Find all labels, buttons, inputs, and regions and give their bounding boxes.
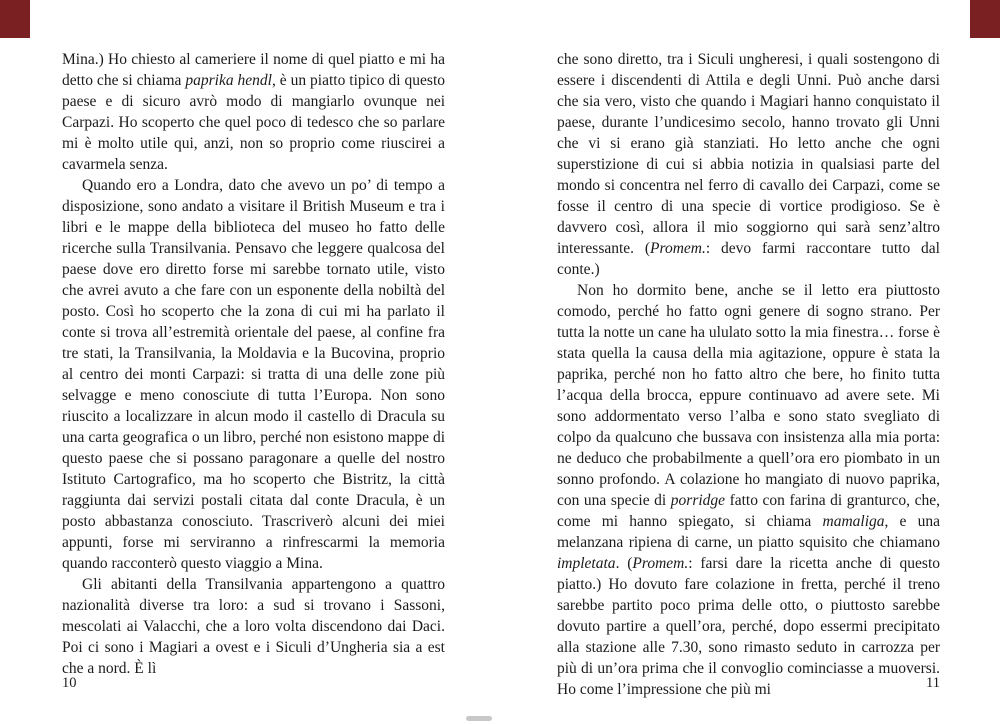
- italic-text-run: mamaliga: [822, 513, 885, 530]
- paragraph: [557, 280, 940, 700]
- text-run: Quando ero a Londra, dato che avevo un po’ di tempo a disposizione, sono andato a visitare il British Museum e tra i libri e le mappe della biblioteca del museo ho fatto delle ricerche sulla Transilvania. Pensavo che leggere qualcosa del paese dove ero diretto forse mi sarebbe tornato utile, visto che avrei avuto a che fare con un esponente della nobiltà del posto. Così ho scoperto che la zona di cui mi ha parlato il conte si trova all’estremità orientale del paese, al confine fra tre stati, la Transilvania, la Moldavia e la Bucovina, proprio al centro dei monti Carpazi: si tratta di una delle zone più selvagge e meno conosciute di tutta l’Europa. Non sono riuscito a localizzare in alcun modo il castello di Dracula su una carta geografica o un libro, perché non esistono mappe di questo paese che si possano paragonare a quelle del nostro Istituto Cartografico, ma ho scoperto che Bistritz, la città raggiunta dai servizi postali citata dal conte Dracula, è un posto abbastanza conosciuto. Trascriverò alcuni dei miei appunti, forse mi serviranno a rinfrescarmi la memoria quando racconterò questo viaggio a Mina.: [62, 177, 445, 572]
- left-page-text: [62, 49, 445, 679]
- text-run: , e una melanzana ripiena di carne, un piatto squisito che chiamano: [557, 513, 940, 551]
- text-run: . (: [615, 555, 633, 572]
- text-run: Gli abitanti della Transilvania appartengono a quattro nazionalità diverse tra loro: a sud si trovano i Sassoni, mescolati ai Valacchi, che a loro volta discendono dai Daci. Poi ci sono i Magiari a ovest e i Siculi d’Ungheria sia a est che a nord. È lì: [62, 576, 445, 677]
- paragraph: [62, 175, 445, 574]
- text-run: Non ho dormito bene, anche se il letto era piuttosto comodo, perché ho fatto ogni genere di sogno strano. Per tutta la notte un cane ha ululato sotto la mia finestra… forse è stata quella la causa della mia agitazione, oppure è stata la paprika, perché non ho fatto altro che bere, ho finito tutta l’acqua della brocca, eppure continuavo ad avere sete. Mi sono addormentato verso l’alba e sono stato svegliato di colpo da qualcuno che bussava con insistenza alla mia porta: ne deduco che probabilmente a quell’ora ero piombato in un sonno profondo. A colazione ho mangiato di nuovo paprika, con una specie di: [557, 282, 940, 509]
- paragraph: [557, 49, 940, 280]
- left-page-number: 10: [62, 675, 77, 691]
- text-run: : farsi dare la ricetta anche di questo piatto.) Ho dovuto fare colazione in fretta, perché il treno sarebbe partito poco prima delle otto, o piuttosto sarebbe dovuto partire a quell’ora, perché, dopo essermi precipitato alla stazione alle 7.30, sono rimasto seduto in carrozza per più di un’ora prima che il convoglio cominciasse a muoversi. Ho come l’impressione che più mi: [557, 555, 940, 698]
- paragraph: [62, 574, 445, 679]
- text-run: che sono diretto, tra i Siculi ungheresi, i quali sostengono di essere i discendenti di Attila e degli Unni. Può anche darsi che sia vero, visto che quando i Magiari hanno conquistato il paese, durante l’undicesimo secolo, hanno trovato gli Unni che vi si erano già stanziati. Ho letto anche che ogni superstizione di cui si abbia notizia in qualsiasi parte del mondo si concentra nel ferro di cavallo dei Carpazi, come se fosse il centro di una specie di vortice prodigioso. Se è davvero così, allora il mio soggiorno qui sarà senz’altro interessante. (: [557, 51, 940, 257]
- right-page-text: [557, 49, 940, 700]
- text-run: : devo farmi raccontare tutto dal conte.): [557, 240, 940, 278]
- italic-text-run: porridge: [670, 492, 726, 509]
- cover-corner-right: [970, 0, 1000, 38]
- cover-corner-left: [0, 0, 30, 38]
- text-run: fatto con farina di granturco, che, come mi hanno spiegato, si chiama: [557, 492, 940, 530]
- italic-text-run: Promem.: [650, 240, 706, 257]
- text-run: , è un piatto tipico di questo paese e di sicuro avrò modo di mangiarlo ovunque nei Carpazi. Ho scoperto che quel poco di tedesco che so parlare mi è molto utile qui, anzi, non so proprio come riuscirei a cavarmela senza.: [62, 72, 445, 173]
- drag-handle[interactable]: [466, 716, 492, 721]
- italic-text-run: Promem.: [632, 555, 689, 572]
- text-run: Mina.) Ho chiesto al cameriere il nome di quel piatto e mi ha detto che si chiama: [62, 51, 445, 89]
- right-page-number: 11: [926, 675, 940, 691]
- paragraph: [62, 49, 445, 175]
- italic-text-run: impletata: [557, 555, 616, 572]
- italic-text-run: paprika hendl: [185, 72, 272, 89]
